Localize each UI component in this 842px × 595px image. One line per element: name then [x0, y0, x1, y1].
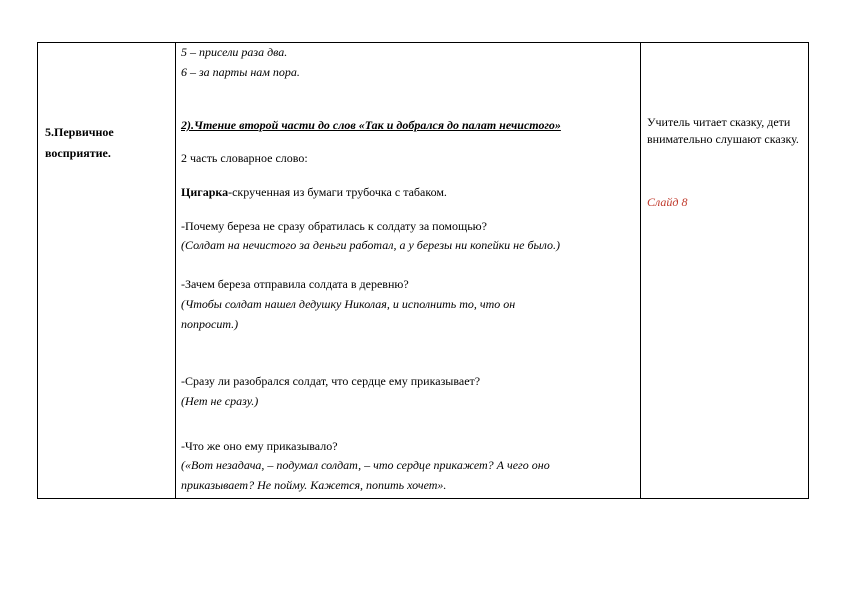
lesson-table [37, 42, 809, 499]
vocab-definition: -скрученная из бумаги трубочка с табаком. [228, 185, 447, 199]
reading-heading: 2).Чтение второй части до слов «Так и добрался до палат нечистого» [181, 118, 561, 132]
teacher-cell [640, 43, 808, 498]
answer-1: (Солдат на нечистого за деньги работал, а у березы ни копейки не было.) [181, 238, 560, 252]
answer-4-line-2: приказывает? Не пойму. Кажется, попить хочет». [181, 478, 447, 492]
question-3: -Сразу ли разобрался солдат, что сердце ему приказывает? [181, 374, 481, 388]
stage-title: 5.Первичное восприятие. [45, 125, 114, 160]
exercise-line-2: 6 – за парты нам пора. [181, 65, 300, 79]
answer-3: (Нет не сразу.) [181, 394, 259, 408]
stage-cell [38, 43, 176, 498]
content-cell [175, 43, 641, 498]
vocab-term: Цигарка [181, 185, 229, 199]
question-2: -Зачем береза отправила солдата в деревню? [181, 277, 409, 291]
question-4: -Что же оно ему приказывало? [181, 439, 338, 453]
exercise-line-1: 5 – присели раза два. [181, 45, 288, 59]
answer-2-line-2: попросит.) [181, 317, 239, 331]
answer-4-line-1: («Вот незадача, – подумал солдат, – что сердце прикажет? А чего оно [181, 458, 550, 472]
vocab-entry [181, 185, 447, 200]
teacher-activity: Учитель читает сказку, дети внимательно слушают сказку. [647, 115, 799, 146]
slide-label: Слайд 8 [647, 195, 688, 209]
answer-2-line-1: (Чтобы солдат нашел дедушку Николая, и исполнить то, что он [181, 297, 516, 311]
vocab-intro: 2 часть словарное слово: [181, 151, 308, 165]
question-1: -Почему береза не сразу обратилась к солдату за помощью? [181, 219, 487, 233]
